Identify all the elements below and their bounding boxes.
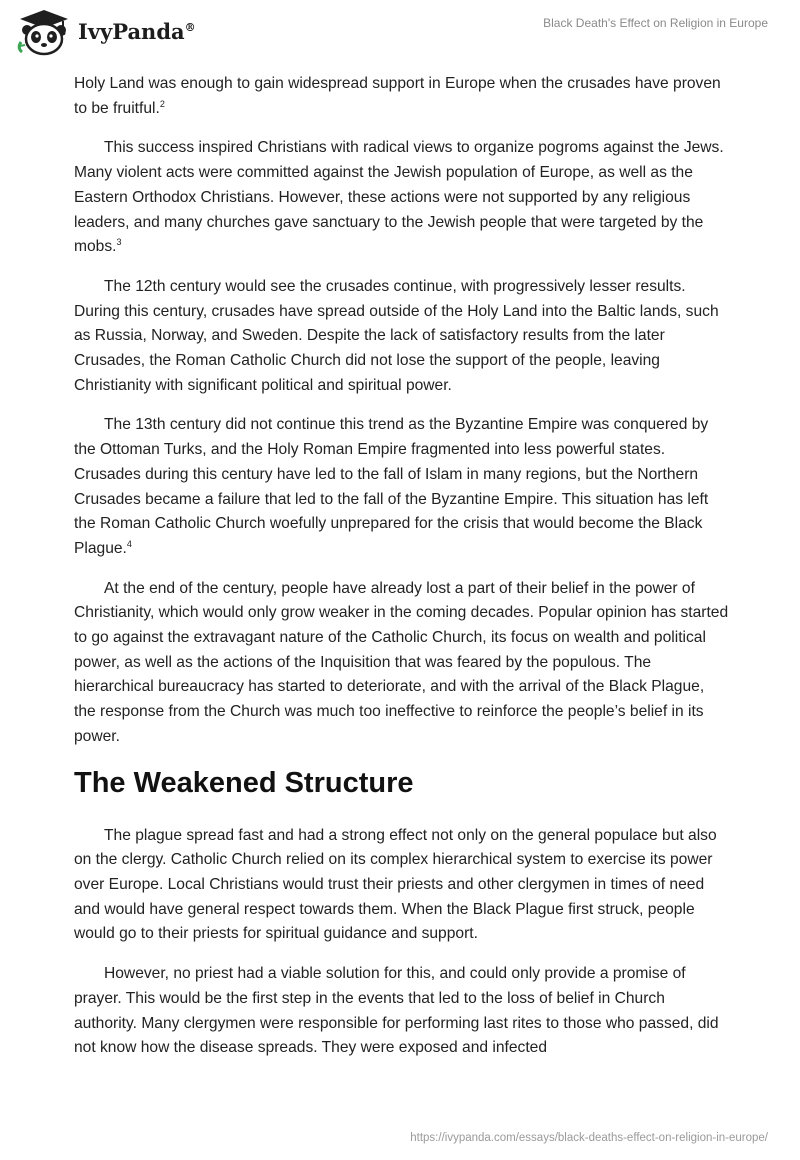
- paragraph-7-text: However, no priest had a viable solution for this, and could only provide a promise of prayer. This would be the first step in the events that led to the loss of belief in Church authority. Many clergymen were responsible for performing last rites to those who passed, did not know how the disease spreads. They were exposed and infected: [74, 965, 719, 1057]
- footnote-ref-3[interactable]: 3: [116, 237, 122, 248]
- paragraph-2: [74, 136, 730, 260]
- paragraph-7: [74, 962, 730, 1061]
- section-heading: The Weakened Structure: [74, 766, 414, 799]
- logo-text: IvyPanda: [78, 19, 185, 44]
- paragraph-4-text: The 13th century did not continue this trend as the Byzantine Empire was conquered by the Ottoman Turks, and the Holy Roman Empire fragmented into less powerful states. Crusades during this century have led to the fall of Islam in many regions, but the Northern Crusades became a failure that led to the fall of the Byzantine Empire. This situation has left the Roman Catholic Church woefully unprepared for the crisis that would become the Black Plague.: [74, 416, 709, 557]
- paragraph-1-text: Holy Land was enough to gain widespread support in Europe when the crusades have proven to be fruitful.: [74, 75, 721, 117]
- footnote-ref-2[interactable]: 2: [159, 98, 165, 109]
- paragraph-5: [74, 577, 730, 750]
- page-header: [0, 0, 800, 64]
- paragraph-4: [74, 413, 730, 561]
- paragraph-5-text: At the end of the century, people have already lost a part of their belief in the power of Christianity, which would only grow weaker in the coming decades. Popular opinion has started to go against the extravagant nature of the Catholic Church, its focus on wealth and political power, as well as the actions of the Inquisition that was feared by the populous. The hierarchical bureaucracy has started to deteriorate, and with the arrival of the Black Plague, the response from the Church was much too ineffective to reinforce the people’s belief in its power.: [74, 579, 729, 745]
- paragraph-2-text: This success inspired Christians with radical views to organize pogroms against the Jews. Many violent acts were committed against the Jewish population of Europe, as well as the Eastern Orthodox Christians. However, these actions were not supported by any religious leaders, and many churches gave sanctuary to the Jewish people that were targeted by the mobs.: [74, 139, 724, 256]
- page-url[interactable]: https://ivypanda.com/essays/black-deaths-effect-on-religion-in-europe/: [410, 1132, 768, 1144]
- paragraph-3: [74, 275, 730, 399]
- essay-body: [74, 72, 730, 1076]
- paragraph-6-text: The plague spread fast and had a strong effect not only on the general populace but also on the clergy. Catholic Church relied on its complex hierarchical system to exercise its power over Europe. Local Christians would trust their priests and other clergymen in times of need and would have general respect towards them. When the Black Plague first struck, people would go to their priests for spiritual guidance and support.: [74, 826, 717, 943]
- paragraph-6: [74, 824, 730, 948]
- paragraph-3-text: The 12th century would see the crusades continue, with progressively lesser results. During this century, crusades have spread outside of the Holy Land into the Baltic lands, such as Russia, Norway, and Sweden. Despite the lack of satisfactory results from the later Crusades, the Roman Catholic Church did not lose the support of the people, leaving Christianity with significant political and spiritual power.: [74, 277, 719, 394]
- ivypanda-logo[interactable]: [14, 8, 194, 56]
- document-title: Black Death's Effect on Religion in Europe: [543, 16, 768, 30]
- logo-wordmark: [78, 19, 196, 44]
- footnote-ref-4[interactable]: 4: [126, 538, 132, 549]
- paragraph-1: [74, 72, 730, 121]
- panda-graduate-icon: [16, 8, 72, 56]
- registered-mark: ®: [184, 21, 196, 34]
